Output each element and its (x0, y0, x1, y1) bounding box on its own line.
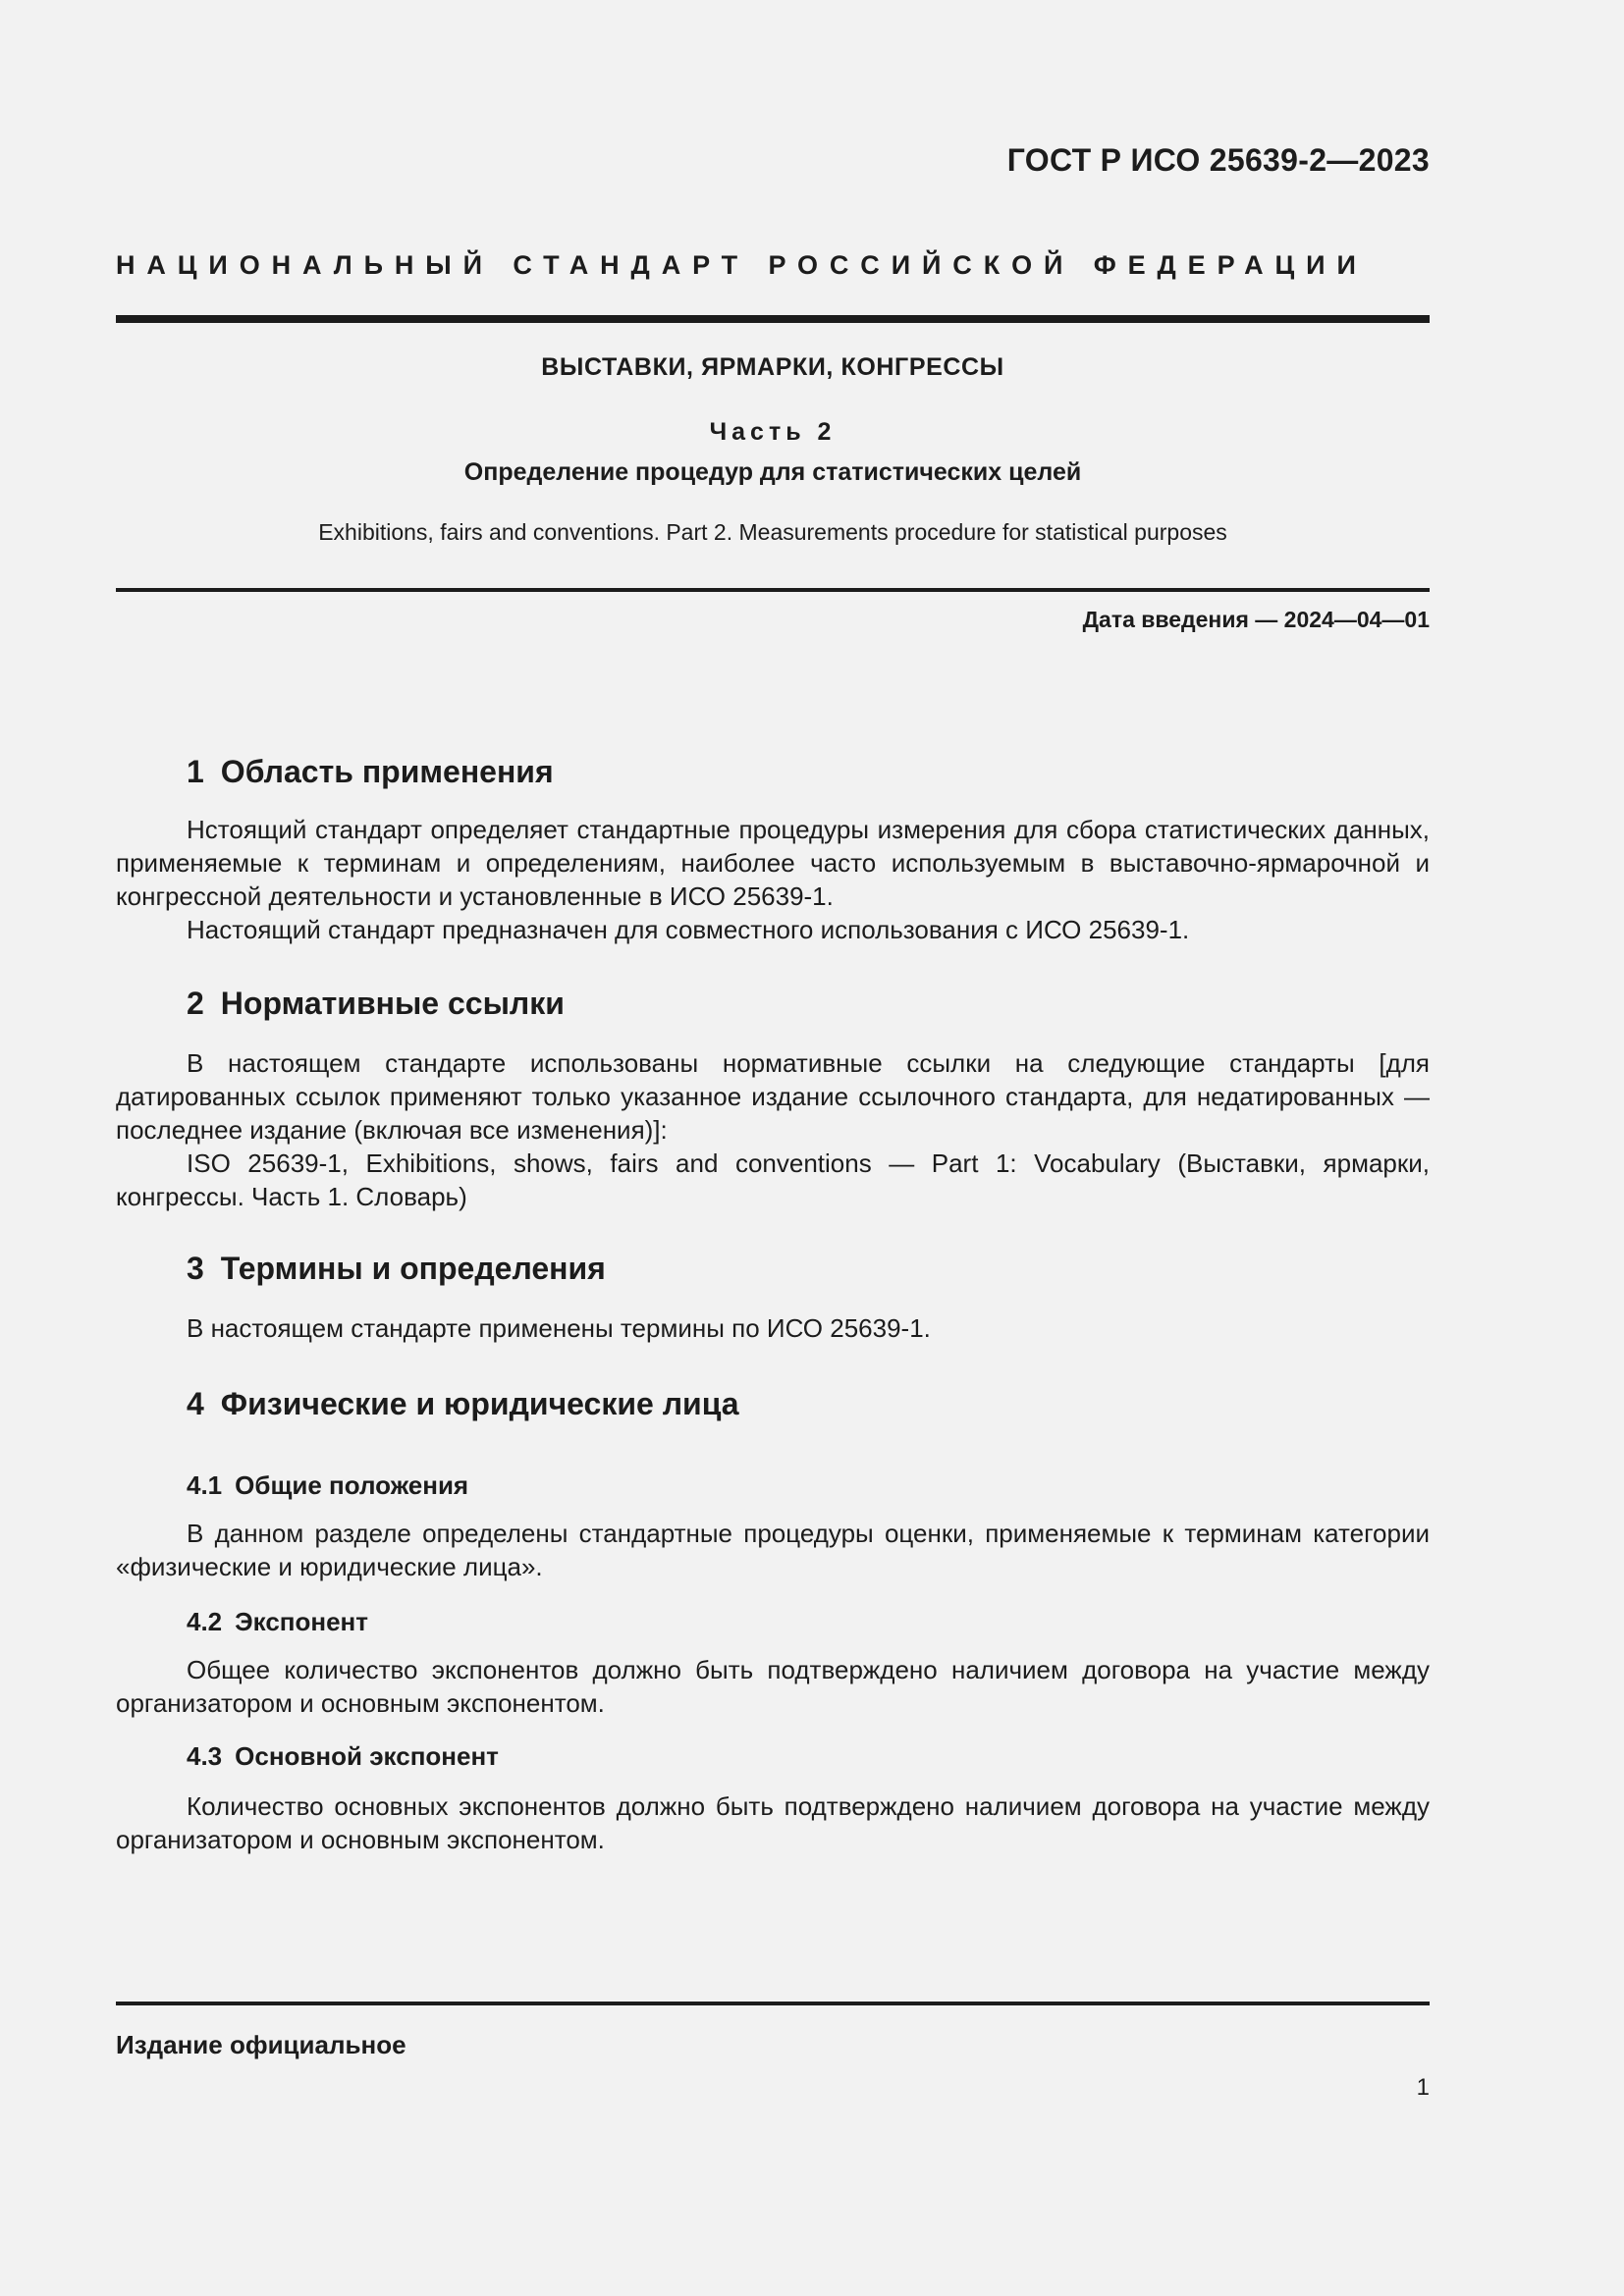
paragraph: В настоящем стандарте использованы нормативные ссылки на следующие стандарты [для датированных ссылок применяют только указанное издание ссылочного стандарта, для недатированных — последнее издание (включая все изменения)]: (116, 1048, 1430, 1145)
section-heading (187, 1251, 606, 1287)
section-heading (187, 986, 565, 1022)
paragraph: ISO 25639-1, Exhibitions, shows, fairs and conventions — Part 1: Vocabulary (Выставки, ярмарки, конгрессы. Часть 1. Словарь) (116, 1148, 1430, 1211)
subsection-title: Экспонент (235, 1607, 368, 1636)
subsection-title: Основной экспонент (235, 1741, 499, 1771)
part-label: Часть 2 (709, 418, 837, 446)
english-title: Exhibitions, fairs and conventions. Part 2. Measurements procedure for statistical purposes (318, 519, 1227, 545)
paragraph: В данном разделе определены стандартные процедуры оценки, применяемые к терминам категории «физические и юридические лица». (116, 1519, 1430, 1581)
section-number: 2 (187, 986, 204, 1021)
header-divider (116, 315, 1430, 323)
paragraph: Количество основных экспонентов должно быть подтверждено наличием договора на участие между организатором и основным экспонентом. (116, 1791, 1430, 1854)
subsection-body (116, 1517, 1430, 1583)
section-title: Термины и определения (220, 1251, 606, 1286)
section-number: 1 (187, 754, 204, 789)
section-body (116, 1046, 1430, 1213)
part-title: Определение процедур для статистических целей (463, 458, 1082, 486)
section-body (116, 813, 1430, 946)
section-number: 4 (187, 1386, 204, 1421)
page-number: 1 (1416, 2074, 1430, 2101)
subsection-title: Общие положения (235, 1470, 469, 1500)
paragraph: Нстоящий стандарт определяет стандартные процедуры измерения для сбора статистических данных, применяемые к терминам и определениям, наиболее часто используемым в выставочно-ярмарочной и конгрессной деятельности и установленные в ИСО 25639-1. (116, 815, 1430, 911)
section-title: Нормативные ссылки (220, 986, 565, 1021)
section-number: 3 (187, 1251, 204, 1286)
subsection-number: 4.2 (187, 1607, 223, 1636)
section-heading (187, 754, 554, 790)
section-title: Физические и юридические лица (220, 1386, 739, 1421)
subsection-heading (187, 1470, 468, 1501)
paragraph: В настоящем стандарте применены термины по ИСО 25639-1. (187, 1313, 931, 1343)
paragraph: Общее количество экспонентов должно быть подтверждено наличием договора на участие между организатором и основным экспонентом. (116, 1655, 1430, 1718)
section-heading (187, 1386, 739, 1422)
section-title: Область применения (220, 754, 554, 789)
title-divider (116, 588, 1430, 592)
subsection-number: 4.3 (187, 1741, 223, 1771)
footer-divider (116, 2002, 1430, 2005)
official-edition-label: Издание официальное (116, 2030, 406, 2059)
subsection-number: 4.1 (187, 1470, 223, 1500)
subsection-heading (187, 1741, 499, 1772)
introduction-date: Дата введения — 2024—04—01 (1082, 607, 1430, 632)
standard-title: ВЫСТАВКИ, ЯРМАРКИ, КОНГРЕССЫ (541, 353, 1004, 381)
paragraph: Настоящий стандарт предназначен для совместного использования с ИСО 25639-1. (187, 915, 1190, 944)
subsection-heading (187, 1607, 368, 1637)
section-body (116, 1311, 1430, 1345)
document-page (116, 0, 1430, 2296)
national-standard-heading: НАЦИОНАЛЬНЫЙ СТАНДАРТ РОССИЙСКОЙ ФЕДЕРАЦИИ (116, 250, 1368, 280)
standard-designation: ГОСТ Р ИСО 25639-2—2023 (1006, 142, 1430, 178)
subsection-body (116, 1653, 1430, 1720)
subsection-body (116, 1789, 1430, 1856)
